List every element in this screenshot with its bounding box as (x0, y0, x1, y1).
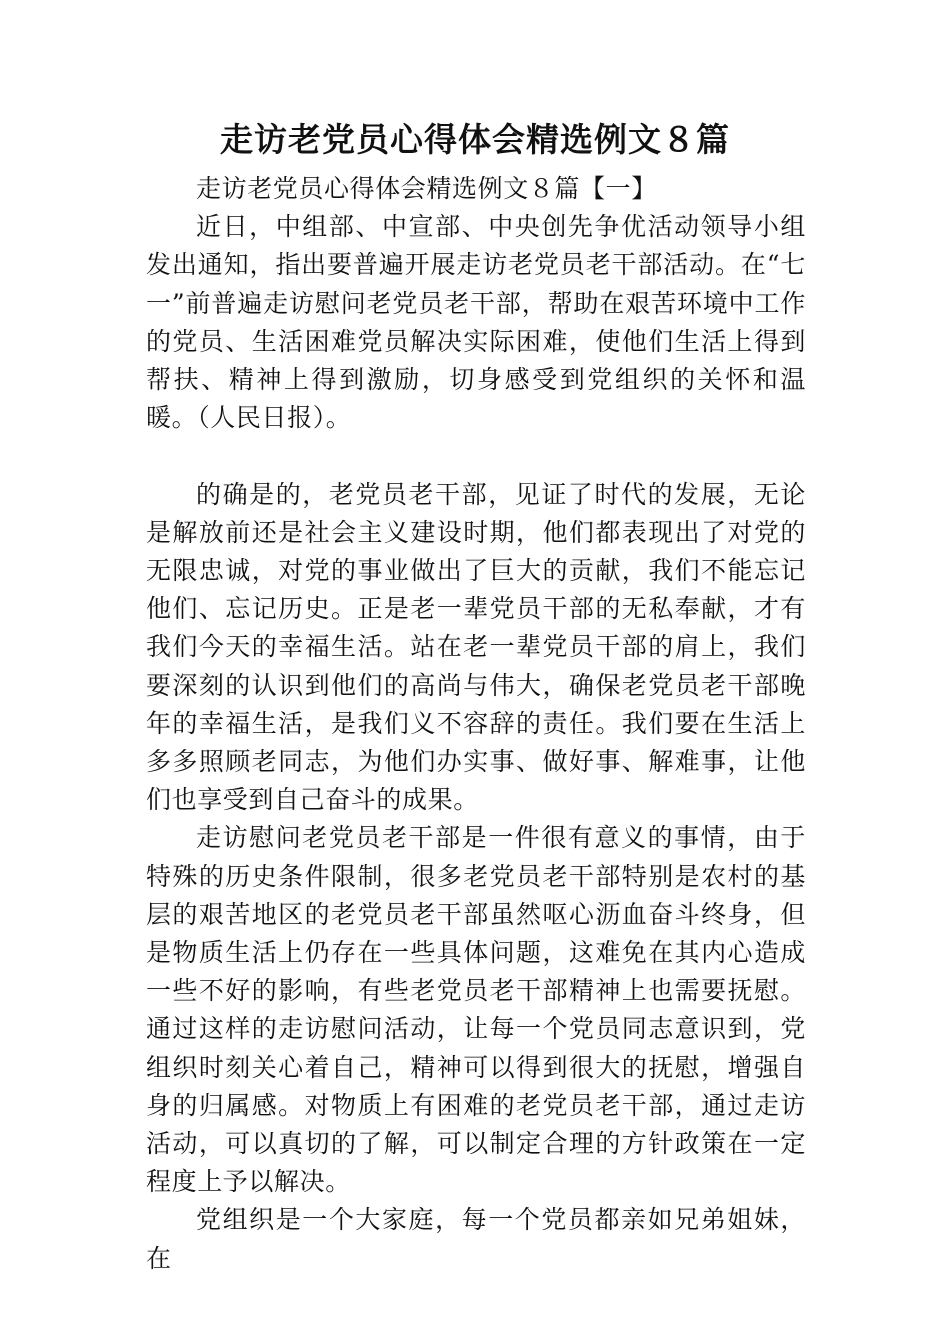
paragraph-3: 走访慰问老党员老干部是一件很有意义的事情，由于特殊的历史条件限制，很多老党员老干部特别是农村的基层的艰苦地区的老党员老干部虽然呕心沥血奋斗终身，但是物质生活上仍存在一些具体问题，这难免在其内心造成一些不好的影响，有些老党员老干部精神上也需要抚慰。通过这样的走访慰问活动，让每一个党员同志意识到，党组织时刻关心着自己，精神可以得到很大的抚慰，增强自身的归属感。对物质上有困难的老党员老干部，通过走访活动，可以真切的了解，可以制定合理的方针政策在一定程度上予以解决。 (146, 823, 806, 1197)
document-title: 走访老党员心得体会精选例文８篇 (220, 120, 730, 159)
paragraph-4: 党组织是一个大家庭，每一个党员都亲如兄弟姐妹，在 (146, 1205, 806, 1273)
section-heading: 走访老党员心得体会精选例文８篇【一】 (196, 174, 657, 203)
document-body (146, 170, 806, 1278)
paragraph-1: 近日，中组部、中宣部、中央创先争优活动领导小组发出通知，指出要普遍开展走访老党员老干部活动。在“七一”前普遍走访慰问老党员老干部，帮助在艰苦环境中工作的党员、生活困难党员解决实际困难，使他们生活上得到帮扶、精神上得到激励，切身感受到党组织的关怀和温暖。（人民日报）。 (146, 212, 806, 433)
paragraph-2: 的确是的，老党员老干部，见证了时代的发展，无论是解放前还是社会主义建设时期，他们都表现出了对党的无限忠诚，对党的事业做出了巨大的贡献，我们不能忘记他们、忘记历史。正是老一辈党员干部的无私奉献，才有我们今天的幸福生活。站在老一辈党员干部的肩上，我们要深刻的认识到他们的高尚与伟大，确保老党员老干部晚年的幸福生活，是我们义不容辞的责任。我们要在生活上多多照顾老同志，为他们办实事、做好事、解难事，让他们也享受到自己奋斗的成果。 (146, 479, 806, 815)
blank-line (146, 437, 806, 475)
